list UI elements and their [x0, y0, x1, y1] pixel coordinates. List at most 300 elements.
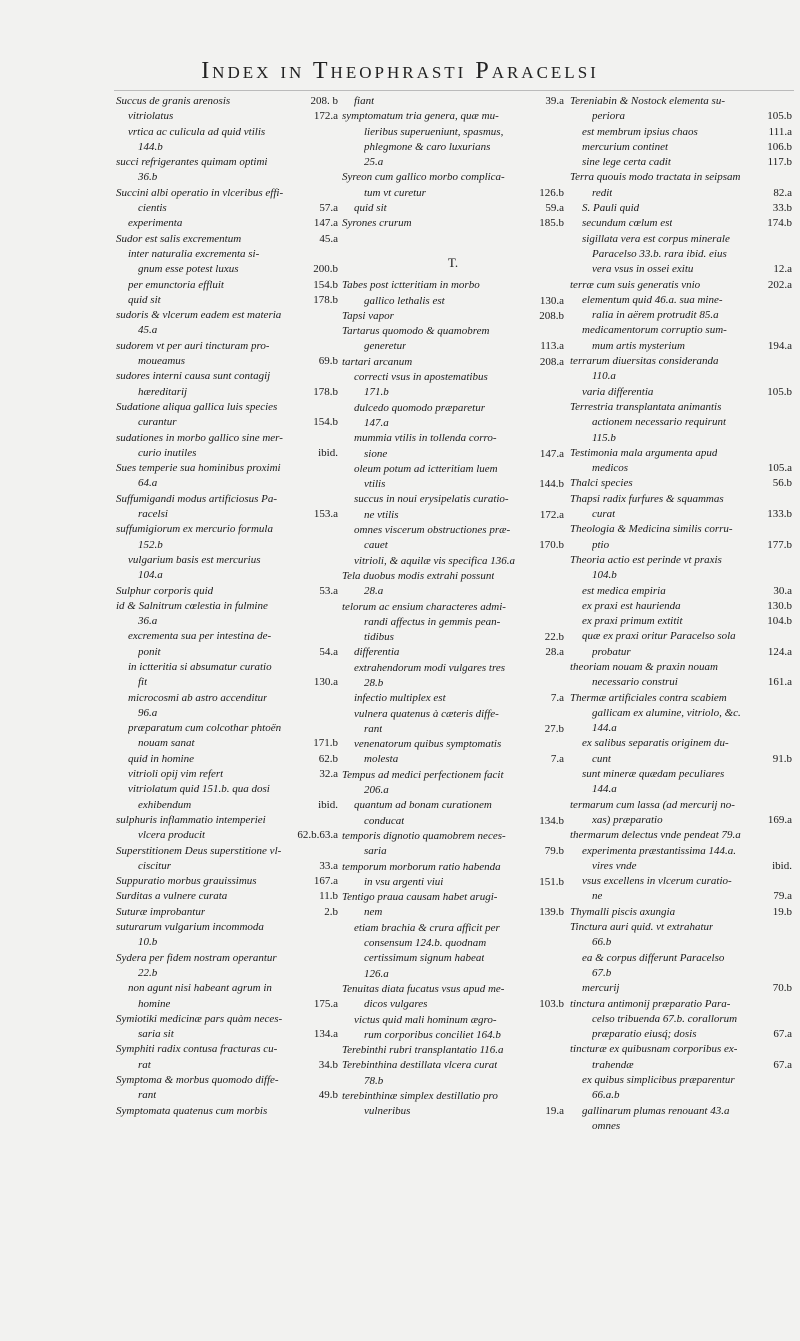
index-entry: [570, 140, 792, 155]
index-entry: [116, 538, 338, 553]
entry-text: quid sit: [128, 293, 161, 306]
index-entry: [342, 554, 564, 569]
page-reference: 169.a: [767, 813, 792, 826]
entry-text: vulnera quatenus à cæteris diffe-: [354, 707, 499, 720]
index-entry: [116, 415, 338, 430]
entry-text: sudoris & vlcerum eadem est materia: [116, 309, 282, 322]
index-entry: [342, 982, 564, 997]
index-entry: [570, 94, 792, 109]
entry-text: Terrestria transplantata animantis: [570, 400, 722, 413]
entry-text: cientis: [138, 202, 167, 215]
entry-text: Symiotiki medicinæ pars quàm neces-: [116, 1012, 283, 1025]
page-reference: 174.b: [767, 217, 792, 230]
index-entry: [116, 369, 338, 384]
entry-text: curio inutiles: [138, 446, 197, 459]
page-reference: 177.b: [767, 538, 792, 551]
page-reference: 39.a: [545, 95, 564, 107]
index-entry: [570, 1027, 792, 1042]
index-entry: [116, 247, 338, 262]
index-entry: [116, 232, 338, 247]
index-entry: [570, 905, 792, 920]
index-entry: [342, 936, 564, 951]
index-entry: [570, 476, 792, 491]
entry-text: præparatum cum colcothar phtoën: [128, 722, 282, 735]
entry-text: saria sit: [138, 1028, 174, 1041]
index-entry: [342, 1089, 564, 1104]
index-entry: [342, 600, 564, 615]
index-entry: [342, 844, 564, 859]
entry-text: fiant: [354, 95, 375, 107]
index-entry: [570, 889, 792, 904]
entry-text: terræ cum suis generatis vnio: [570, 278, 701, 291]
page-reference: 45.a: [319, 232, 338, 245]
index-entry: [342, 691, 564, 706]
entry-text: vulgarium basis est mercurius: [128, 553, 261, 566]
index-entry: [342, 768, 564, 783]
page-reference: ibid.: [772, 859, 792, 872]
page-reference: 172.a: [539, 508, 564, 521]
page-reference: 175.a: [313, 997, 338, 1010]
entry-text: necessario construi: [592, 676, 678, 689]
entry-text: racelsi: [138, 508, 168, 521]
index-entry: [570, 599, 792, 614]
head-rule: [114, 90, 794, 91]
entry-text: periora: [592, 110, 625, 123]
entry-text: ciscitur: [138, 859, 171, 872]
entry-text: 152.b: [138, 538, 163, 551]
page-reference: 49.b: [318, 1089, 338, 1102]
index-entry: [116, 844, 338, 859]
page-reference: 208.a: [539, 355, 564, 368]
page-reference: 56.b: [772, 477, 792, 490]
index-entry: [342, 109, 564, 124]
index-entry: [570, 170, 792, 185]
entry-text: medicos: [592, 462, 629, 475]
entry-text: vtilis: [364, 478, 386, 491]
entry-text: S. Pauli quid: [582, 202, 640, 215]
entry-text: gnum esse potest luxus: [138, 263, 239, 276]
section-letter: T.: [447, 254, 459, 270]
entry-text: Terebinthina destillata vlcera curat: [342, 1059, 498, 1072]
index-entry: [570, 109, 792, 124]
index-entry: [116, 1042, 338, 1057]
entry-text: 66.a.b: [592, 1089, 620, 1102]
page-reference: 11.b: [319, 890, 338, 903]
page-reference: 62.b.63.a: [297, 829, 338, 842]
index-entry: [342, 584, 564, 599]
entry-text: Syrones crurum: [342, 217, 412, 230]
entry-text: est medica empiria: [582, 584, 666, 597]
index-entry: [116, 798, 338, 813]
index-entry: [116, 94, 338, 109]
entry-text: sudationes in morbo gallico sine mer-: [116, 431, 283, 444]
index-entry: [116, 201, 338, 216]
entry-text: Thymalli piscis axungia: [570, 905, 676, 918]
entry-text: Terebinthi rubri transplantatio 116.a: [342, 1044, 504, 1057]
index-entry: [342, 951, 564, 966]
index-entry: [116, 1104, 338, 1119]
index-entry: [116, 614, 338, 629]
index-entry: [342, 1074, 564, 1089]
index-entry: [570, 415, 792, 430]
index-entry: [342, 477, 564, 492]
entry-text: Theoria actio est perinde vt praxis: [570, 553, 722, 566]
index-entry: [570, 645, 792, 660]
index-entry: [116, 339, 338, 354]
page-reference: 62.b: [318, 752, 338, 765]
entry-text: Superstitionem Deus superstitione vl-: [116, 844, 282, 857]
entry-text: Theologia & Medicina similis corru-: [570, 523, 733, 536]
index-entry: [570, 461, 792, 476]
entry-text: Sues temperie sua hominibus proximi: [116, 462, 281, 475]
entry-text: Testimonia mala argumenta apud: [570, 446, 718, 459]
index-entry: [342, 523, 564, 538]
entry-text: mummia vtilis in tollenda corro-: [354, 432, 497, 445]
index-entry: [570, 767, 792, 782]
index-entry: [570, 339, 792, 354]
entry-text: 10.b: [138, 936, 158, 949]
index-entry: [116, 951, 338, 966]
entry-text: Thermæ artificiales contra scabiem: [570, 691, 727, 704]
entry-text: 28.a: [364, 585, 384, 598]
entry-text: gallico lethalis est: [364, 294, 445, 307]
index-entry: [116, 813, 338, 828]
index-entry: [342, 615, 564, 630]
entry-text: Tereniabin & Nostock elementa su-: [570, 95, 725, 107]
index-entry: [116, 553, 338, 568]
index-entry: [570, 813, 792, 828]
index-entry: [570, 262, 792, 277]
page-reference: 154.b: [313, 278, 338, 291]
index-entry: [342, 416, 564, 431]
index-entry: [116, 323, 338, 338]
entry-text: sulphuris inflammatio intemperiei: [116, 813, 266, 826]
index-entry: [570, 1042, 792, 1057]
entry-text: theoriam nouam & praxin nouam: [570, 660, 718, 673]
entry-text: Symptomata quatenus cum morbis: [116, 1104, 268, 1117]
index-entry: [116, 889, 338, 904]
entry-text: Sydera per fidem nostram operantur: [116, 951, 277, 964]
entry-text: 64.a: [138, 477, 158, 490]
index-entry: [116, 966, 338, 981]
index-entry: [116, 1027, 338, 1042]
page-reference: ibid.: [318, 798, 338, 811]
entry-text: conducat: [364, 814, 405, 827]
index-entry: [570, 1073, 792, 1088]
entry-text: est membrum ipsius chaos: [582, 125, 698, 138]
entry-text: rant: [138, 1089, 157, 1102]
page-reference: 200.b: [313, 263, 338, 276]
entry-text: quæ ex praxi oritur Paracelso sola: [582, 630, 736, 643]
page-reference: 124.a: [767, 645, 792, 658]
entry-text: inter naturalia excrementa si-: [128, 247, 260, 260]
index-entry: [342, 309, 564, 324]
page-reference: 105.b: [767, 110, 792, 123]
index-entry: [342, 1058, 564, 1073]
page-reference: 178.b: [313, 385, 338, 398]
entry-text: fit: [138, 676, 148, 689]
entry-text: rum corporibus conciliet 164.b: [364, 1028, 501, 1041]
index-entry: [342, 1013, 564, 1028]
entry-text: venenatorum quibus symptomatis: [354, 738, 502, 751]
entry-text: exhibendum: [138, 798, 192, 811]
index-entry: [570, 584, 792, 599]
spacer: [342, 232, 564, 247]
entry-text: etiam brachia & crura afficit per: [354, 921, 500, 934]
page-reference: 7.a: [550, 692, 564, 705]
entry-text: generetur: [364, 340, 407, 353]
entry-text: dicos vulgares: [364, 998, 428, 1011]
entry-text: quid in homine: [128, 752, 194, 765]
index-entry: [342, 967, 564, 982]
index-entry: [342, 431, 564, 446]
index-entry: [116, 736, 338, 751]
page-reference: 105.b: [767, 385, 792, 398]
index-entry: [342, 783, 564, 798]
entry-text: Syreon cum gallico morbo complica-: [342, 171, 505, 184]
index-entry: [116, 522, 338, 537]
index-entry: [116, 706, 338, 721]
index-entry: [116, 461, 338, 476]
index-entry: [342, 905, 564, 920]
index-entry: [570, 935, 792, 950]
page-reference: 67.a: [773, 1058, 792, 1071]
index-entry: [570, 782, 792, 797]
page-reference: 7.a: [550, 753, 564, 766]
index-entry: [116, 1058, 338, 1073]
page-reference: 178.b: [313, 293, 338, 306]
index-entry: [570, 522, 792, 537]
entry-text: per emunctoria effluit: [128, 278, 224, 291]
page-reference: 59.a: [545, 202, 564, 215]
index-entry: [570, 232, 792, 247]
index-column-1: [116, 94, 338, 1119]
entry-text: differentia: [354, 646, 400, 659]
index-entry: [116, 997, 338, 1012]
index-entry: [570, 736, 792, 751]
entry-text: Succini albi operatio in vlceribus effi-: [116, 186, 284, 199]
entry-text: redit: [592, 186, 613, 199]
index-entry: [342, 201, 564, 216]
index-entry: [570, 216, 792, 231]
entry-text: 96.a: [138, 706, 158, 719]
page-reference: 153.a: [313, 508, 338, 521]
entry-text: Sudor est salis excrementum: [116, 232, 242, 245]
index-entry: [570, 859, 792, 874]
entry-text: vulneribus: [364, 1105, 411, 1118]
index-entry: [116, 476, 338, 491]
index-entry: [116, 645, 338, 660]
entry-text: omnes: [592, 1119, 621, 1132]
index-entry: [570, 966, 792, 981]
index-entry: [342, 630, 564, 645]
entry-text: ex quibus simplicibus præparentur: [582, 1074, 735, 1086]
entry-text: tidibus: [364, 631, 394, 644]
index-entry: [570, 308, 792, 323]
entry-text: terrarum diuersitas consideranda: [570, 355, 719, 368]
index-entry: [116, 584, 338, 599]
page-reference: 106.b: [767, 140, 792, 153]
index-column-3: [570, 94, 792, 1134]
page-reference: 161.a: [767, 676, 792, 689]
entry-text: trahendæ: [592, 1058, 634, 1071]
index-entry: [116, 905, 338, 920]
page-reference: 53.a: [319, 584, 338, 597]
index-entry: [116, 186, 338, 201]
entry-text: ex salibus separatis originem du-: [582, 737, 729, 750]
page-reference: 57.a: [319, 202, 338, 215]
index-entry: [116, 767, 338, 782]
index-entry: [570, 997, 792, 1012]
entry-text: secundum cœlum est: [582, 217, 673, 230]
index-entry: [570, 706, 792, 721]
entry-text: ponit: [138, 645, 161, 658]
entry-text: 104.a: [138, 569, 163, 582]
entry-text: 45.a: [138, 324, 158, 337]
page-reference: 139.b: [539, 906, 564, 919]
entry-text: Symptoma & morbus quomodo diffe-: [116, 1074, 279, 1086]
index-entry: [570, 568, 792, 583]
entry-text: medicamentorum corruptio sum-: [582, 324, 727, 337]
page-reference: 33.b: [772, 202, 792, 215]
entry-text: vera vsus in ossei exitu: [592, 263, 694, 276]
page-reference: 28.a: [545, 646, 564, 659]
entry-text: phlegmone & caro luxurians: [364, 140, 491, 153]
entry-text: non agunt nisi habeant agrum in: [128, 982, 272, 995]
entry-text: saria: [364, 845, 387, 858]
entry-text: lieribus superueniunt, spasmus,: [364, 125, 504, 138]
index-entry: [570, 446, 792, 461]
index-entry: [342, 829, 564, 844]
index-entry: [342, 216, 564, 231]
index-entry: [116, 874, 338, 889]
entry-text: 25.a: [364, 156, 384, 169]
entry-text: vitrioli opij vim refert: [128, 768, 224, 781]
page-reference: 130.a: [539, 294, 564, 307]
page-reference: 79.a: [773, 890, 792, 903]
index-entry: [342, 155, 564, 170]
entry-text: terebinthinæ simplex destillatio pro: [342, 1090, 498, 1102]
index-entry: [116, 629, 338, 644]
entry-text: Sulphur corporis quid: [116, 584, 214, 597]
page-reference: 134.b: [539, 814, 564, 827]
index-entry: [116, 660, 338, 675]
entry-text: vrtica ac culicula ad quid vtilis: [128, 125, 266, 138]
entry-text: Symphiti radix contusa fracturas cu-: [116, 1043, 278, 1056]
index-entry: [570, 431, 792, 446]
entry-text: 206.a: [364, 784, 389, 797]
entry-text: hæreditarij: [138, 385, 188, 398]
entry-text: sudores interni causa sunt contagij: [116, 370, 271, 383]
entry-text: gallicam ex alumine, vitriolo, &c.: [592, 706, 741, 719]
entry-text: suffumigiorum ex mercurio formula: [116, 523, 273, 536]
index-entry: [570, 400, 792, 415]
page-reference: 54.a: [319, 645, 338, 658]
page-reference: 113.a: [540, 340, 564, 353]
page-reference: 22.b: [544, 631, 564, 644]
index-entry: [342, 1028, 564, 1043]
entry-text: celso tribuenda 67.b. corallorum: [592, 1012, 738, 1025]
entry-text: nouam sanat: [138, 737, 195, 750]
index-entry: [116, 981, 338, 996]
index-entry: [342, 798, 564, 813]
page-reference: 19.a: [545, 1105, 564, 1118]
index-entry: [342, 170, 564, 185]
index-entry: [342, 722, 564, 737]
index-entry: [570, 614, 792, 629]
index-entry: [570, 293, 792, 308]
entry-text: ex praxi primum extitit: [582, 615, 683, 628]
entry-text: 171.b: [364, 386, 389, 399]
entry-text: omnes viscerum obstructiones præ-: [354, 524, 511, 537]
index-entry: [342, 492, 564, 507]
entry-text: microcosmi ab astro accenditur: [128, 691, 268, 704]
index-entry: [570, 1104, 792, 1119]
entry-text: probatur: [592, 645, 631, 658]
index-entry: [116, 752, 338, 767]
entry-text: Tapsi vapor: [342, 309, 394, 322]
entry-text: in vsu argenti viui: [364, 875, 444, 888]
index-entry: [342, 661, 564, 676]
entry-text: 104.b: [592, 569, 617, 582]
index-entry: [570, 1012, 792, 1027]
index-entry: [570, 553, 792, 568]
page-reference: 2.b: [324, 905, 338, 918]
index-entry: [570, 538, 792, 553]
entry-text: sione: [364, 447, 388, 460]
running-head: Index in Theophrasti Paracelsi: [201, 58, 599, 84]
entry-text: 36.a: [138, 615, 158, 628]
index-entry: [342, 707, 564, 722]
page-reference: 172.a: [313, 110, 338, 123]
index-entry: [116, 1088, 338, 1103]
entry-text: experimenta præstantissima 144.a.: [582, 844, 736, 857]
entry-text: mercurij: [582, 982, 620, 995]
entry-text: telorum ac ensium characteres admi-: [342, 600, 506, 613]
entry-text: ea & corpus differunt Paracelso: [582, 951, 725, 964]
page-reference: 12.a: [773, 263, 792, 276]
index-entry: [570, 369, 792, 384]
entry-text: correcti vsus in apostematibus: [354, 371, 488, 384]
index-entry: [570, 155, 792, 170]
entry-text: infectio multiplex est: [354, 692, 446, 705]
page-reference: 105.a: [767, 462, 792, 475]
page-reference: 104.b: [767, 615, 792, 628]
index-entry: [342, 645, 564, 660]
page-reference: 70.b: [772, 982, 792, 995]
entry-text: 115.b: [592, 431, 616, 444]
index-entry: [342, 186, 564, 201]
index-entry: [570, 874, 792, 889]
page-reference: 134.a: [313, 1028, 338, 1041]
entry-text: Paracelso 33.b. rara ibid. eius: [592, 247, 727, 260]
index-entry: [570, 492, 792, 507]
index-entry: [116, 507, 338, 522]
index-entry: [570, 1088, 792, 1103]
page-reference: 126.b: [539, 186, 564, 199]
entry-text: nem: [364, 906, 383, 919]
entry-text: vitrioli, & aquilæ vis specifica 136.a: [354, 554, 516, 567]
page-reference: 194.a: [767, 339, 792, 352]
index-entry: [570, 920, 792, 935]
index-entry: [570, 201, 792, 216]
index-entry: [116, 1012, 338, 1027]
page-reference: 82.a: [773, 186, 792, 199]
entry-text: quid sit: [354, 202, 387, 215]
index-entry: [116, 431, 338, 446]
index-entry: [116, 935, 338, 950]
page-reference: 147.a: [539, 447, 564, 460]
